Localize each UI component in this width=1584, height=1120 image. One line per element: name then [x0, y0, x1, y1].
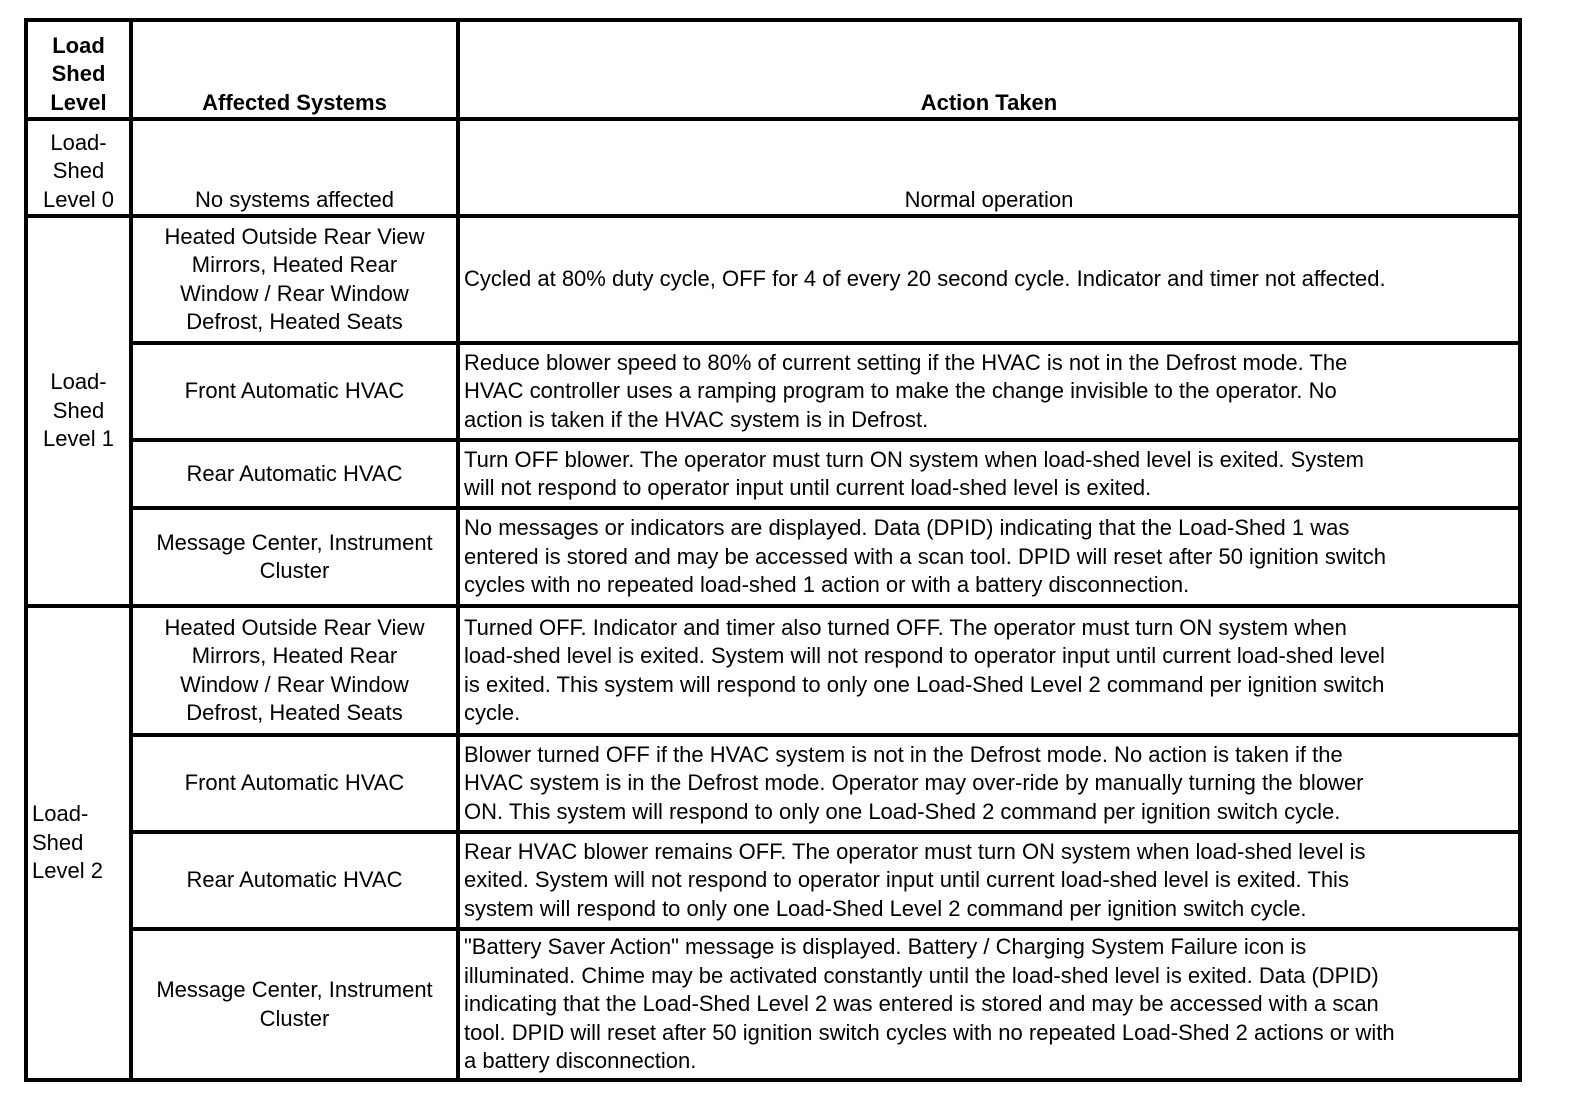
action-text: Reduce blower speed to 80% of current setting if the HVAC is not in the Defrost mode. The HVAC controller uses a ramping program to make the change invisible to the operator. No action is taken if the HVAC system is in Defrost.: [464, 349, 1348, 432]
table-row-action: [460, 442, 1518, 506]
level0-text: Load- Shed Level 0: [43, 129, 114, 212]
header-level: [28, 22, 129, 117]
systems-text: Message Center, Instrument Cluster: [156, 977, 433, 1031]
table-row-action: [460, 345, 1518, 438]
table-row-systems: [133, 931, 456, 1078]
header-systems-text: Affected Systems: [202, 89, 387, 115]
action-text: Rear HVAC blower remains OFF. The operator must turn ON system when load-shed level is exited. System will not respond to operator input until current load-shed level is exited. This system will respond to only one Load-Shed Level 2 command per ignition switch cycle.: [464, 838, 1366, 921]
table-row-systems: [133, 608, 456, 733]
level0-cell: [28, 121, 129, 214]
header-action: [460, 22, 1518, 117]
table-row-systems: [133, 834, 456, 927]
header-level-text: Load Shed Level: [50, 32, 107, 115]
table-row-action: [460, 608, 1518, 733]
table-row-action: [460, 737, 1518, 830]
level0-systems-text: No systems affected: [195, 186, 394, 212]
action-text: Turn OFF blower. The operator must turn ON system when load-shed level is exited. System will not respond to operator input until current load-shed level is exited.: [464, 446, 1364, 500]
load-shed-table: [24, 18, 1522, 1082]
level1-text: Load- Shed Level 1: [43, 369, 114, 452]
level1-cell: [28, 218, 129, 604]
table-row-systems: [133, 442, 456, 506]
action-text: Turned OFF. Indicator and timer also turned OFF. The operator must turn ON system when load-shed level is exited. System will not respond to operator input until current load-shed level is exited. This system will respond to only one Load-Shed Level 2 command per ignition switch cycle.: [464, 614, 1385, 725]
systems-text: Front Automatic HVAC: [184, 378, 405, 404]
header-systems: [133, 22, 456, 117]
action-text: No messages or indicators are displayed. Data (DPID) indicating that the Load-Shed 1 was entered is stored and may be accessed with a scan tool. DPID will reset after 50 ignition switch cycles with no repeated load-shed 1 action or with a battery disconnection.: [464, 515, 1387, 598]
systems-text: Front Automatic HVAC: [184, 770, 405, 796]
systems-text: Message Center, Instrument Cluster: [156, 529, 433, 583]
level2-text: Load- Shed Level 2: [32, 801, 103, 884]
level0-action: [460, 121, 1518, 214]
systems-text: Rear Automatic HVAC: [186, 867, 403, 893]
systems-text: Rear Automatic HVAC: [186, 460, 403, 486]
table-row-action: [460, 931, 1518, 1078]
table-row-action: [460, 510, 1518, 604]
table-row-systems: [133, 345, 456, 438]
level0-action-text: Normal operation: [904, 186, 1074, 212]
systems-text: Heated Outside Rear View Mirrors, Heated Rear Window / Rear Window Defrost, Heated Seats: [164, 223, 425, 334]
action-text: Cycled at 80% duty cycle, OFF for 4 of every 20 second cycle. Indicator and timer not affected.: [464, 266, 1386, 292]
table-row-action: [460, 218, 1518, 341]
action-text: Blower turned OFF if the HVAC system is not in the Defrost mode. No action is taken if the HVAC system is in the Defrost mode. Operator may over-ride by manually turning the blower ON. This system will respond to only one Load-Shed 2 command per ignition switch cycle.: [464, 741, 1364, 824]
table-row-systems: [133, 737, 456, 830]
level0-systems: [133, 121, 456, 214]
header-action-text: Action Taken: [920, 89, 1058, 115]
action-text: "Battery Saver Action" message is displayed. Battery / Charging System Failure icon is illuminated. Chime may be activated constantly until the load-shed level is exited. Data (DPID) indicating that the Load-Shed Level 2 was entered is stored and may be accessed with a scan tool. DPID will reset after 50 ignition switch cycles with no repeated Load-Shed 2 actions or with a battery disconnection.: [464, 934, 1395, 1074]
systems-text: Heated Outside Rear View Mirrors, Heated Rear Window / Rear Window Defrost, Heated Seats: [164, 614, 425, 725]
table-row-systems: [133, 218, 456, 341]
table-row-systems: [133, 510, 456, 604]
table-row-action: [460, 834, 1518, 927]
level2-cell: [28, 608, 129, 1078]
